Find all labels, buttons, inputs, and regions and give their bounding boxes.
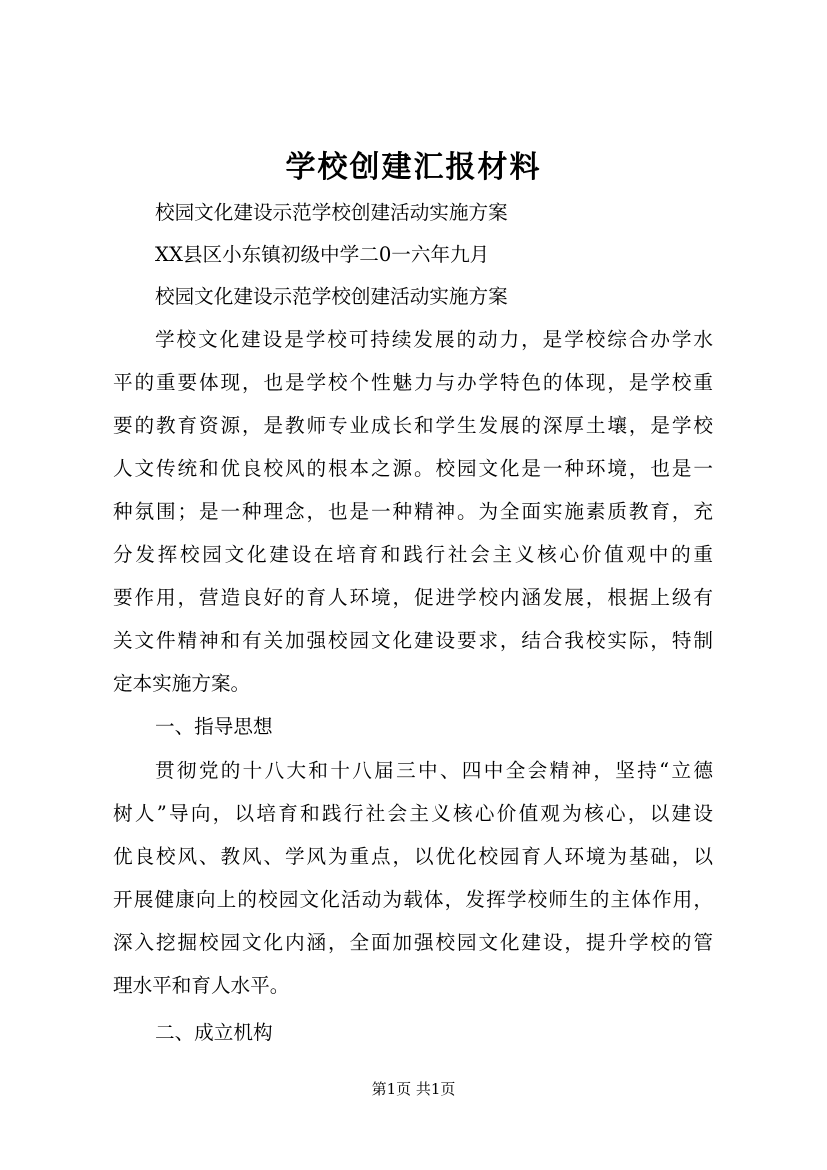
paragraph-line: 贯彻党的十八大和十八届三中、四中全会精神，坚持“立德 <box>155 759 713 782</box>
page-footer: 第1页 共1页 <box>371 1080 456 1098</box>
paragraph-line: 关文件精神和有关加强校园文化建设要求，结合我校实际，特制 <box>113 629 713 652</box>
paragraph-line: 学校文化建设是学校可持续发展的动力，是学校综合办学水 <box>155 328 713 351</box>
section-heading: 二、成立机构 <box>155 1021 273 1044</box>
paragraph-line: 要作用，营造良好的育人环境，促进学校内涵发展，根据上级有 <box>113 586 713 609</box>
paragraph-line: 人文传统和优良校风的根本之源。校园文化是一种环境，也是一 <box>113 457 713 480</box>
paragraph-line: 开展健康向上的校园文化活动为载体，发挥学校师生的主体作用， <box>113 888 713 911</box>
paragraph-line: 平的重要体现，也是学校个性魅力与办学特色的体现，是学校重 <box>113 371 713 394</box>
paragraph-line: 深入挖掘校园文化内涵，全面加强校园文化建设，提升学校的管 <box>113 931 713 954</box>
header-line: 校园文化建设示范学校创建活动实施方案 <box>155 201 508 224</box>
paragraph-line: 优良校风、教风、学风为重点，以优化校园育人环境为基础，以 <box>113 845 713 868</box>
paragraph-line: 分发挥校园文化建设在培育和践行社会主义核心价值观中的重 <box>113 543 713 566</box>
paragraph-line: 要的教育资源，是教师专业成长和学生发展的深厚土壤，是学校 <box>113 414 713 437</box>
header-line: 校园文化建设示范学校创建活动实施方案 <box>155 285 508 308</box>
document-title: 学校创建汇报材料 <box>285 150 542 185</box>
header-line: XX县区小东镇初级中学二0一六年九月 <box>155 243 490 266</box>
section-heading: 一、指导思想 <box>155 715 273 738</box>
paragraph-line: 种氛围；是一种理念，也是一种精神。为全面实施素质教育，充 <box>113 500 713 523</box>
paragraph-line: 理水平和育人水平。 <box>113 974 290 997</box>
paragraph-line: 定本实施方案。 <box>113 672 251 695</box>
paragraph-line: 树人”导向，以培育和践行社会主义核心价值观为核心，以建设 <box>113 802 713 825</box>
